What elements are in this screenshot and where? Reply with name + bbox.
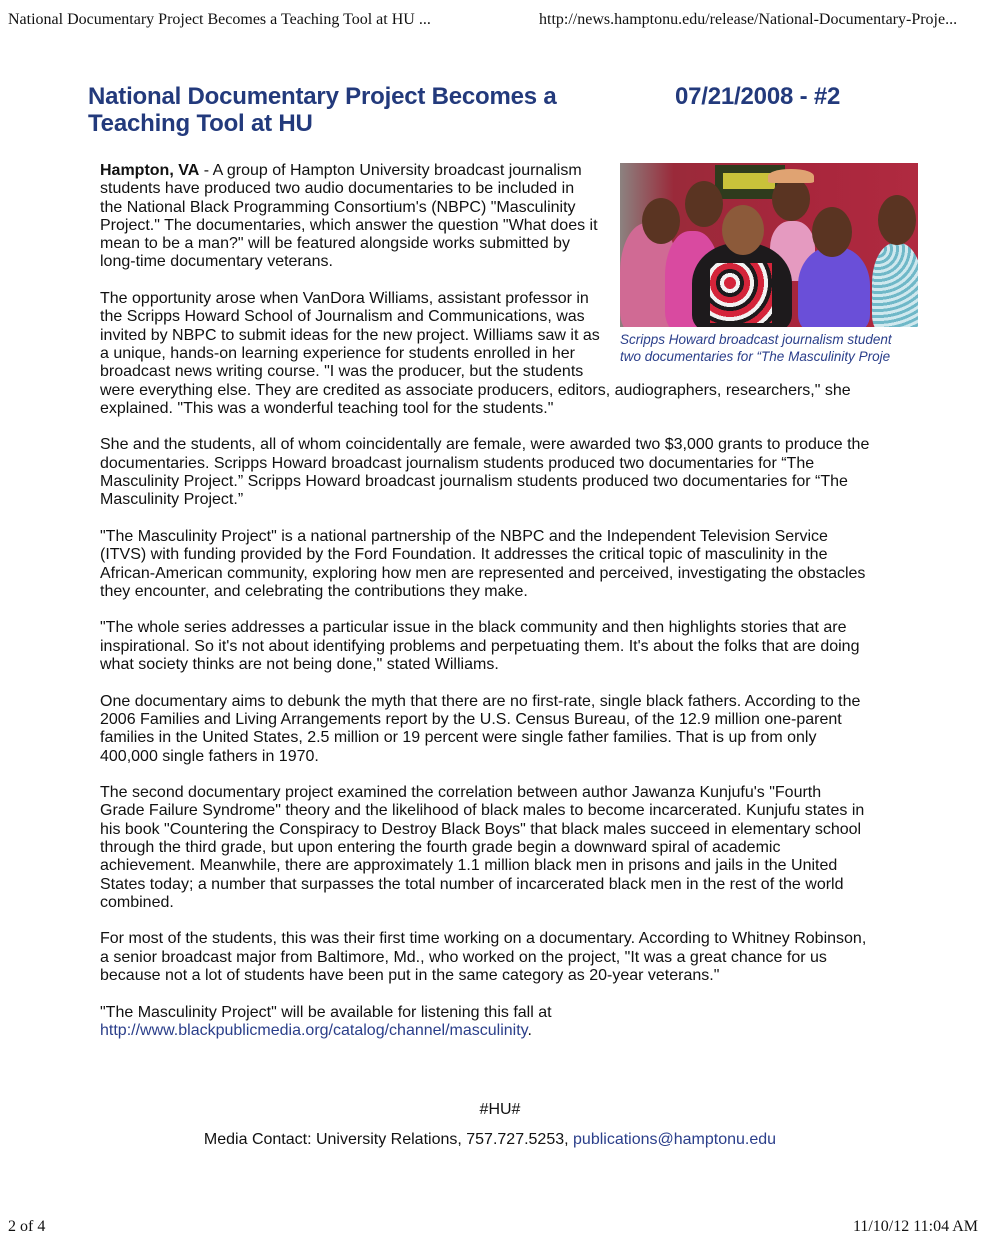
availability-paragraph [100,1004,870,1041]
print-header [0,11,1000,33]
paragraph: For most of the students, this was their first time working on a documentary. According to Whitney Robinson, a senior broadcast major from Baltimore, Md., who worked on the project, "It was a great chance for us because not a lot of students have been put in the same category as 20-year veterans." [100,930,867,985]
dateline: Hampton, VA [100,162,200,179]
paragraph: One documentary aims to debunk the myth that there are no first-rate, single black fathers. According to the 2006 Families and Living Arrangements report by the U.S. Census Bureau, of the 12.9 million one-parent families in the United States, 2.5 million or 19 percent were single father families. That is up from only 400,000 single fathers in 1970. [100,692,861,765]
paragraph: "The whole series addresses a particular issue in the black community and then highlights stories that are inspirational. So it's not about identifying problems and perpetuating them. It's about the folks that are doing what society thinks are not being done," stated Williams. [100,619,860,674]
contact-text: Media Contact: University Relations, 757.727.5253, [203,1131,574,1148]
media-contact [0,1131,1000,1149]
photo-of-students-icon [620,163,918,327]
availability-text: "The Masculinity Project" will be available for listening this fall at [100,1003,552,1021]
article-body [100,162,892,1059]
availability-end: . [527,1021,532,1039]
print-footer [0,1218,1000,1240]
print-url: http://news.hamptonu.edu/release/National-Documentary-Proje... [539,11,958,28]
end-mark: #HU# [479,1101,521,1118]
article-date: 07/21/2008 - #2 [675,83,841,110]
photo-figure [620,163,918,365]
lead-text: - A group of Hampton University broadcast journalism students have produced two audio documentaries to be included in the National Black Programming Consortium's (NBPC) "Masculinity Project." The documentaries, which answer the question "What does it mean to be a man?" will be featured alongside works submitted by long-time documentary veterans. [100,162,598,271]
paragraph: The opportunity arose when VanDora Williams, assistant professor in the Scripps Howard School of Journalism and Communications, was invited by NBPC to submit ideas for the new project. Williams saw it as a unique, hands-on learning experience for students enrolled in her broadcast news writing course. "I was the producer, but the students were everything else. They are credited as associate producers, editors, audiographers, researchers," she explained. "This was a wonderful teaching tool for the students." [100,290,851,417]
paragraph: "The Masculinity Project" is a national partnership of the NBPC and the Independent Television Service (ITVS) with funding provided by the Ford Foundation. It addresses the critical topic of masculinity in the African-American community, exploring how men are represented and perceived, investigating the obstacles they encounter, and celebrating the contributions they make. [100,527,866,600]
paragraph: The second documentary project examined the correlation between author Jawanza Kunjufu's "Fourth Grade Failure Syndrome" theory and the likelihood of black males to become incarcerated. Kunjufu states in his book "Countering the Conspiracy to Destroy Black Boys" that black males succeed in elementary school through the third grade, but upon entering the fourth grade begin a downward spiral of academic achievement. Meanwhile, there are approximately 1.1 million black men in prisons and jails in the United States today; a number that surpasses the total number of incarcerated black men in the rest of the world combined. [100,784,865,911]
caption-line-2: two documentaries for “The Masculinity Proje [620,349,891,364]
photo-caption [620,331,918,365]
print-timestamp: 11/10/12 11:04 AM [852,1218,978,1235]
print-page-title: National Documentary Project Becomes a Teaching Tool at HU ... [8,11,431,28]
page-number: 2 of 4 [8,1218,46,1235]
masculinity-catalog-link[interactable]: http://www.blackpublicmedia.org/catalog/channel/masculinity [100,1021,528,1039]
article-title: National Documentary Project Becomes a Teaching Tool at HU [88,83,557,137]
caption-line-1: Scripps Howard broadcast journalism student [620,332,892,347]
contact-email-link[interactable]: publications@hamptonu.edu [573,1131,777,1148]
paragraph: She and the students, all of whom coincidentally are female, were awarded two $3,000 grants to produce the documentaries. Scripps Howard broadcast journalism students produced two documentaries for “The Masculinity Project.” Scripps Howard broadcast journalism students produced two documentaries for “The Masculinity Project.” [100,436,870,509]
